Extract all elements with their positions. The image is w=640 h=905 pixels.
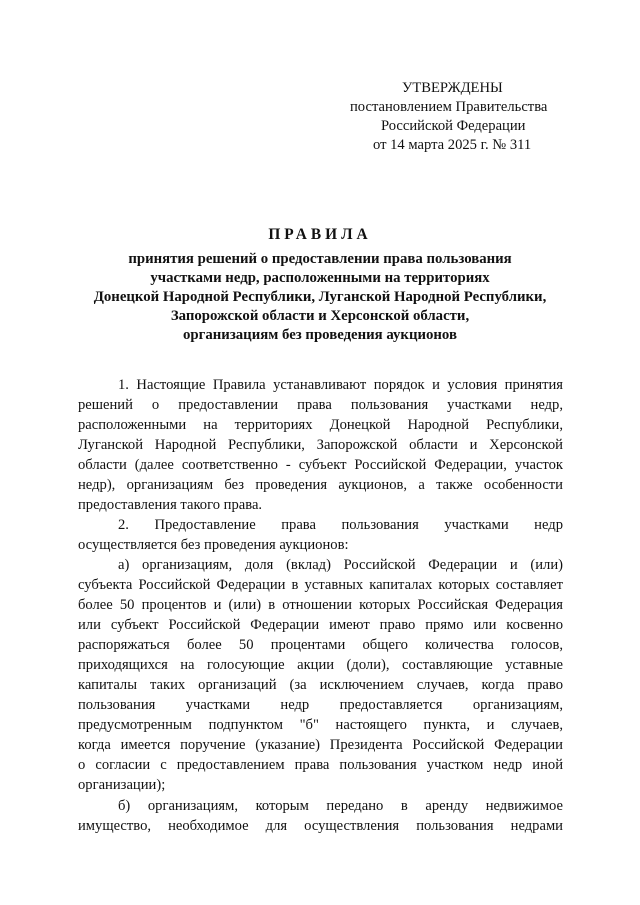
paragraph-1-line: 1. Настоящие Правила устанавливают порядок и условия принятия bbox=[118, 377, 563, 393]
approval-line-3: от 14 марта 2025 г. № 311 bbox=[373, 137, 532, 153]
item-a-line: о согласии с предоставлением права пользования участком недр иной bbox=[78, 757, 563, 773]
item-a-line: предусмотренным подпунктом "б" настоящего пункта, и случаев, bbox=[78, 717, 563, 733]
item-a-line: капиталы таких организаций (за исключением случаев, когда право bbox=[78, 677, 563, 693]
item-a-line: более 50 процентов и (или) в отношении которых Российская Федерация bbox=[78, 597, 563, 613]
paragraph-1-line: недр), организациям без проведения аукционов, а также особенности bbox=[78, 477, 563, 493]
paragraph-1-line: расположенными на территориях Донецкой Народной Республики, bbox=[78, 417, 563, 433]
subtitle-line: принятия решений о предоставлении права пользования bbox=[128, 251, 512, 267]
paragraph-1-line: Луганской Народной Республики, Запорожской области и Херсонской bbox=[78, 437, 563, 453]
paragraph-1-line: предоставления такого права. bbox=[78, 497, 263, 513]
paragraph-2-line: осуществляется без проведения аукционов: bbox=[78, 537, 349, 553]
paragraph-2-line: 2. Предоставление права пользования участками недр bbox=[118, 517, 563, 533]
document-title: ПРАВИЛА bbox=[268, 226, 372, 243]
item-b-line: б) организациям, которым передано в аренду недвижимое bbox=[118, 798, 563, 814]
subtitle-line: организациям без проведения аукционов bbox=[183, 327, 457, 343]
paragraph-1-line: области (далее соответственно - субъект Российской Федерации, участок bbox=[78, 457, 563, 473]
subtitle-line: участками недр, расположенными на территориях bbox=[150, 270, 490, 286]
paragraph-1-line: решений о предоставлении права пользования участками недр, bbox=[78, 397, 563, 413]
item-a-line: когда имеется поручение (указание) Президента Российской Федерации bbox=[78, 737, 563, 753]
approval-line-1: постановлением Правительства bbox=[350, 99, 548, 115]
item-a-line: пользования участками недр предоставляется организациям, bbox=[78, 697, 563, 713]
approval-title: УТВЕРЖДЕНЫ bbox=[402, 80, 503, 96]
item-a-line: организации); bbox=[78, 777, 166, 793]
subtitle-line: Запорожской области и Херсонской области, bbox=[170, 308, 470, 324]
item-a-line: или субъект Российской Федерации имеют право прямо или косвенно bbox=[78, 617, 563, 633]
item-a-line: а) организациям, доля (вклад) Российской Федерации и (или) bbox=[118, 557, 563, 573]
subtitle-line: Донецкой Народной Республики, Луганской Народной Республики, bbox=[93, 289, 547, 305]
item-a-line: приходящихся на голосующие акции (доли), составляющие уставные bbox=[78, 657, 563, 673]
item-b-line: имущество, необходимое для осуществления пользования недрами bbox=[78, 818, 563, 834]
item-a-line: субъекта Российской Федерации в уставных капиталах которых составляет bbox=[78, 577, 563, 593]
approval-line-2: Российской Федерации bbox=[381, 118, 526, 134]
item-a-line: распоряжаться более 50 процентами общего количества голосов, bbox=[78, 637, 563, 653]
